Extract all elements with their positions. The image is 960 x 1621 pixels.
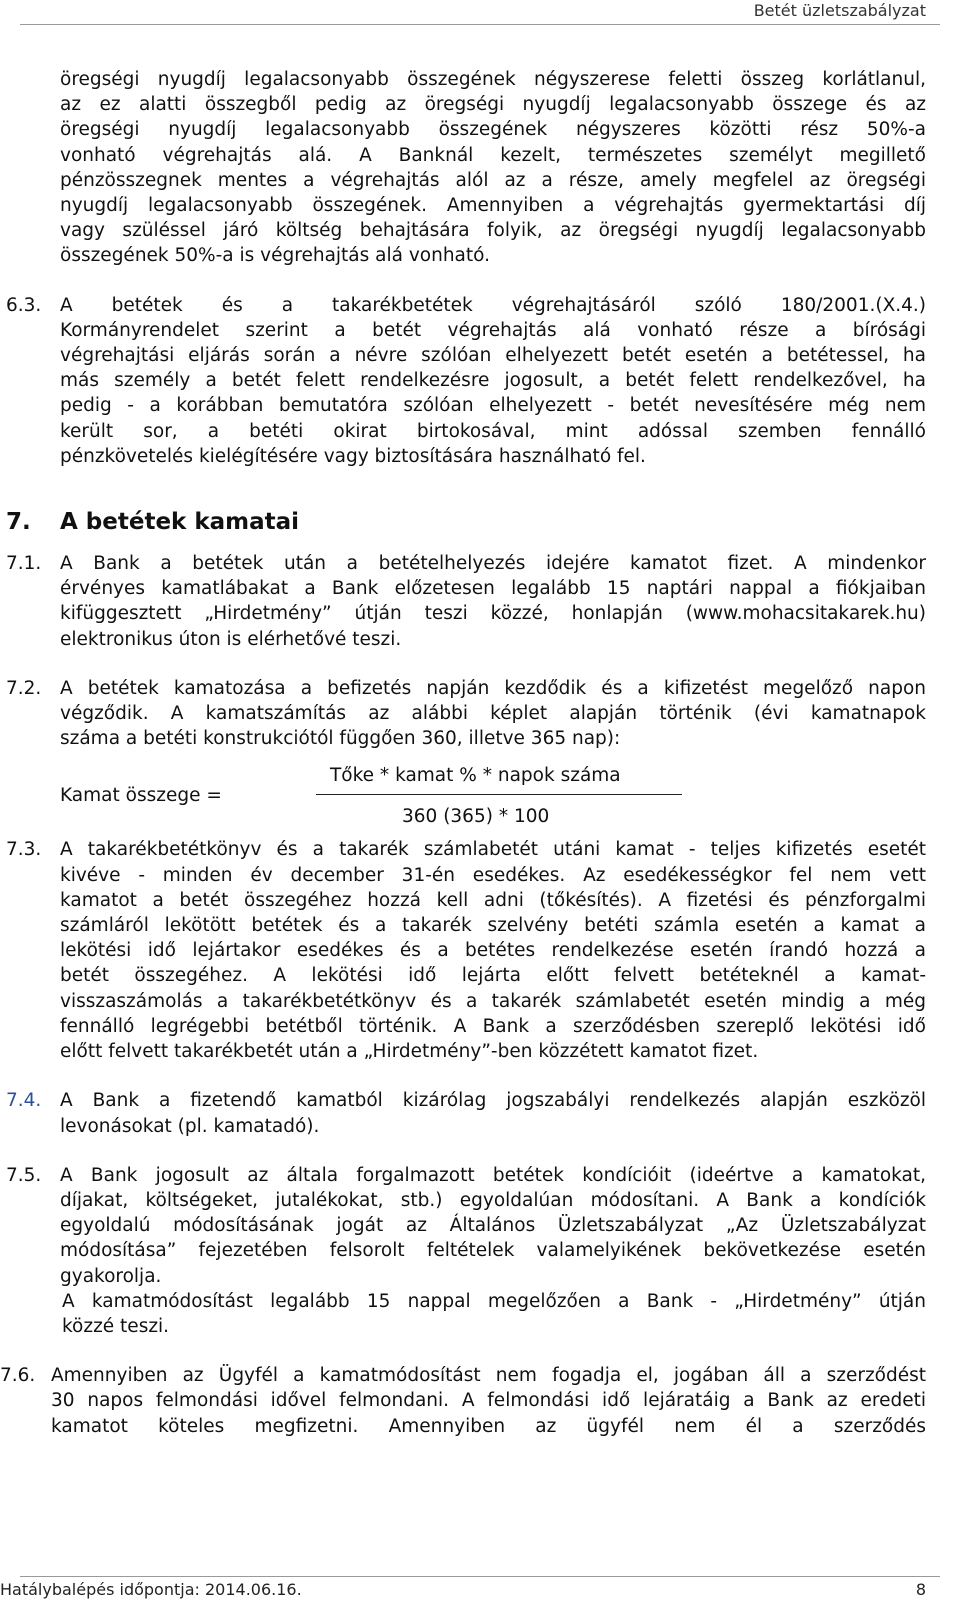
- text-line: számláról lekötött betétek és a takarék szelvény betéti számla esetén a kamat a: [60, 915, 926, 937]
- text-line: előtt felvett takarékbetét után a „Hirdetmény”-ben közzétett kamatot fizet.: [60, 1041, 759, 1063]
- text-line: került sor, a betéti okirat birtokosával, mint adóssal szemben fennálló: [60, 420, 926, 442]
- text-line: összegének 50%-a is végrehajtás alá vonható.: [60, 245, 491, 267]
- text-line: 30 napos felmondási idővel felmondani. A felmondási idő lejáratáig a Bank az eredeti: [51, 1390, 926, 1412]
- text-line: vonható végrehajtás alá. A Banknál kezelt, természetes személyt megillető: [60, 144, 926, 166]
- section-number: 6.3.: [6, 294, 42, 316]
- page-number: 8: [915, 1580, 926, 1599]
- section-6-3: [6, 293, 926, 469]
- text-line: A betétek és a takarékbetétek végrehajtásáról szóló 180/2001.(X.4.): [60, 294, 926, 316]
- fraction-bar: [316, 794, 682, 795]
- text-line: gyakorolja.: [60, 1265, 162, 1287]
- section-7-5: [6, 1163, 926, 1339]
- text-line: Amennyiben az Ügyfél a kamatmódosítást nem fogadja el, jogában áll a szerződést: [51, 1365, 926, 1387]
- text-line: A kamatmódosítást legalább 15 nappal megelőzően a Bank - „Hirdetmény” útján: [62, 1290, 926, 1312]
- text-line: az ez alatti összegből pedig az öregségi nyugdíj legalacsonyabb összege és az: [60, 94, 926, 116]
- text-line: díjakat, költségeket, jutalékokat, stb.) egyoldalúan módosítani. A Bank a kondíciók: [60, 1189, 926, 1211]
- text-line: öregségi nyugdíj legalacsonyabb összegének négyszeres közötti rész 50%-a: [60, 119, 926, 141]
- text-line: egyoldalú módosításának jogát az Általános Üzletszabályzat „Az Üzletszabályzat: [60, 1215, 926, 1237]
- text-line: lekötési idő lejártakor esedékes és a betétes rendelkezése esetén írandó hozzá a: [60, 940, 926, 962]
- text-line: érvényes kamatlábakat a Bank előzetesen legalább 15 naptári nappal a fiókjaiban: [60, 578, 926, 600]
- text-line: A Bank jogosult az általa forgalmazott betétek kondícióit (ideértve a kamatokat,: [60, 1164, 926, 1186]
- chapter-title: A betétek kamatai: [60, 509, 300, 536]
- text-line: visszaszámolás a takarékbetétkönyv és a takarék számlabetét esetén mindig a még: [60, 990, 926, 1012]
- interest-formula: [60, 763, 926, 829]
- section-7-4: [6, 1088, 926, 1138]
- section-7-6: [0, 1363, 926, 1439]
- formula-numerator: Tőke * kamat % * napok száma: [330, 765, 621, 787]
- text-line: végződik. A kamatszámítás az alábbi képlet alapján történik (évi kamatnapok: [60, 703, 926, 725]
- page-header-title: Betét üzletszabályzat: [753, 1, 926, 20]
- text-line: kivéve - minden év december 31-én esedékes. Az esedékességkor fel nem vett: [60, 864, 926, 886]
- text-line: pedig - a korábban bemutatóra szólóan elhelyezett - betét nevesítésére még nem: [60, 395, 926, 417]
- section-7-2: [6, 676, 926, 752]
- section-number: 7.5.: [6, 1164, 42, 1186]
- section-number: 7.1.: [6, 553, 42, 575]
- text-line: száma a betéti konstrukciótól függően 360, illetve 365 nap):: [60, 728, 621, 750]
- chapter-number: 7.: [6, 509, 31, 536]
- section-number: 7.4.: [6, 1090, 42, 1112]
- section-7-1: [6, 551, 926, 652]
- intro-paragraph: [60, 67, 926, 269]
- text-line: végrehajtási eljárás során a névre szólóan elhelyezett betét esetén a betétessel, ha: [60, 345, 926, 367]
- text-line: Kormányrendelet szerint a betét végrehajtás alá vonható része a bírósági: [60, 319, 926, 341]
- text-line: fennálló legrégebbi betétből történik. A Bank a szerződésben szereplő lekötési idő: [60, 1015, 926, 1037]
- chapter-heading: [6, 507, 926, 537]
- text-line: kifüggesztett „Hirdetmény” útján teszi közzé, honlapján (www.mohacsitakarek.hu): [60, 603, 926, 625]
- section-7-3: [6, 837, 926, 1064]
- document-body: [0, 67, 926, 1439]
- text-line: A Bank a fizetendő kamatból kizárólag jogszabályi rendelkezés alapján eszközöl: [60, 1090, 926, 1112]
- text-line: módosítása” fejezetében felsorolt feltételek valamelyikének bekövetkezése esetén: [60, 1240, 926, 1262]
- text-line: öregségi nyugdíj legalacsonyabb összegének négyszerese feletti összeg korlátlanul,: [60, 69, 926, 90]
- text-line: betét összegéhez. A lekötési idő lejárta előtt felvett betéteknél a kamat-: [60, 965, 926, 987]
- text-line: pénzkövetelés kielégítésére vagy biztosítására használható fel.: [60, 445, 646, 467]
- text-line: A betétek kamatozása a befizetés napján kezdődik és a kifizetést megelőző napon: [60, 677, 926, 699]
- text-line: levonásokat (pl. kamatadó).: [60, 1115, 320, 1137]
- text-line: vagy szüléssel járó költség behajtására folyik, az öregségi nyugdíj legalacsonyabb: [60, 220, 926, 242]
- text-line: A Bank a betétek után a betételhelyezés idejére kamatot fizet. A mindenkor: [60, 553, 926, 575]
- formula-denominator: 360 (365) * 100: [402, 806, 550, 828]
- section-number: 7.3.: [6, 839, 42, 861]
- section-number: 7.2.: [6, 677, 42, 699]
- formula-lhs: Kamat összege =: [60, 785, 222, 807]
- text-line: pénzösszegnek mentes a végrehajtás alól az a része, amely megfelel az öregségi: [60, 169, 926, 191]
- text-line: A takarékbetétkönyv és a takarék számlabetét utáni kamat - teljes kifizetés esetét: [60, 839, 926, 861]
- text-line: kamatot a betét összegéhez hozzá kell adni (tőkésítés). A fizetési és pénzforgalmi: [60, 889, 926, 911]
- text-line: más személy a betét felett rendelkezésre jogosult, a betét felett rendelkezővel, ha: [60, 370, 926, 392]
- header-divider: [20, 24, 940, 25]
- text-line: nyugdíj legalacsonyabb összegének. Amennyiben a végrehajtás gyermektartási díj: [60, 195, 926, 217]
- text-line: elektronikus úton is elérhetővé teszi.: [60, 628, 402, 650]
- footer-divider: [20, 1576, 940, 1577]
- effective-date: Hatálybalépés időpontja: 2014.06.16.: [0, 1580, 302, 1599]
- section-number: 7.6.: [0, 1365, 36, 1387]
- text-line: közzé teszi.: [62, 1315, 170, 1337]
- text-line: kamatot köteles megfizetni. Amennyiben az ügyfél nem él a szerződés: [51, 1415, 926, 1437]
